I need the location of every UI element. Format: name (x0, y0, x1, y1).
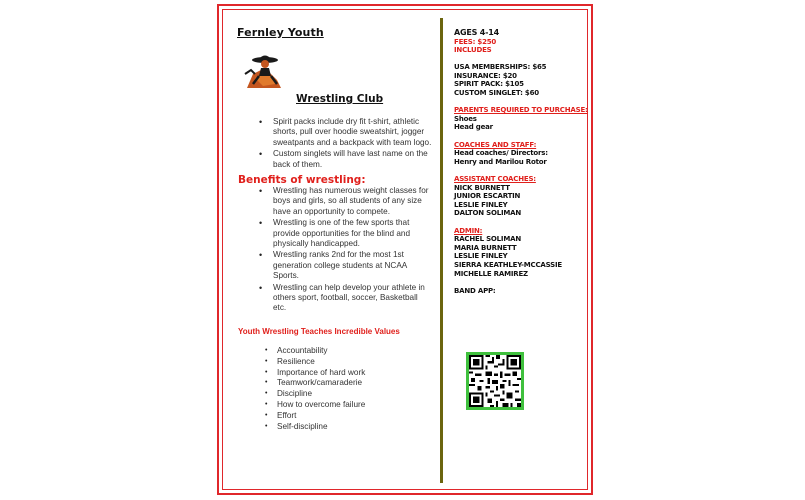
list-item: Head gear (454, 123, 493, 132)
list-item: • Wrestling has numerous weight classes for boys and girls, so all students of any size have an opportunity to compete. (251, 186, 433, 217)
spirit-pack-list (251, 117, 433, 171)
list-item: MARIA BURNETT (454, 243, 517, 252)
list-item: • Resilience (262, 357, 422, 368)
list-item: • Effort (262, 411, 422, 422)
head-coaches-names: Henry and Marilou Rotor (454, 157, 547, 166)
list-item: NICK BURNETT (454, 183, 510, 192)
band-app-label: BAND APP: (454, 286, 496, 295)
list-item: MICHELLE RAMIREZ (454, 269, 528, 278)
list-item: • Wrestling is one of the few sports that provide opportunities for the blind and physically handicapped. (251, 218, 433, 249)
list-item: • Custom singlets will have last name on the back of them. (251, 149, 433, 170)
parents-heading: PARENTS REQUIRED TO PURCHASE: (454, 106, 588, 115)
admin-heading: ADMIN: (454, 226, 483, 235)
list-item: JUNIOR ESCARTIN (454, 192, 521, 201)
values-list (262, 346, 422, 432)
list-item: DALTON SOLIMAN (454, 209, 522, 218)
list-item: • Spirit packs include dry fit t-shirt, athletic shorts, pull over hoodie sweatshirt, jogger sweatpants and a backpack with team logo. (251, 117, 433, 148)
spirit-pack-row: SPIRIT PACK: $105 (454, 80, 524, 89)
list-item: RACHEL SOLIMAN (454, 235, 521, 244)
assistant-coaches-heading: ASSISTANT COACHES: (454, 175, 536, 183)
qr-code-icon (469, 355, 521, 407)
usa-membership-row: USA MEMBERSHIPS: $65 (454, 63, 547, 72)
custom-singlet-row: CUSTOM SINGLET: $60 (454, 89, 539, 98)
fees-includes-label: INCLUDES (454, 46, 492, 55)
list-item: • Wrestling ranks 2nd for the most 1st generation college students at NCAA Sports. (251, 250, 433, 281)
list-item: • How to overcome failure (262, 400, 422, 411)
list-item: • Wrestling can help develop your athlete in others sport, football, soccer, Basketball etc. (251, 283, 433, 314)
list-item: LESLIE FINLEY (454, 200, 508, 209)
benefits-heading: Benefits of wrestling: (238, 174, 366, 186)
club-name-title: Fernley Youth (237, 26, 324, 39)
fees-label: FEES: $250 (454, 37, 497, 46)
values-heading: Youth Wrestling Teaches Incredible Values (238, 327, 400, 336)
info-column (454, 28, 588, 295)
list-item: • Teamwork/camaraderie (262, 378, 422, 389)
list-item: • Self-discipline (262, 422, 422, 433)
benefits-list (251, 186, 433, 315)
list-item: • Accountability (262, 346, 422, 357)
list-item: • Importance of hard work (262, 368, 422, 379)
column-divider (440, 18, 443, 483)
list-item: Shoes (454, 114, 477, 123)
club-subtitle: Wrestling Club (296, 93, 384, 105)
head-coaches-label: Head coaches/ Directors: (454, 149, 548, 158)
insurance-row: INSURANCE: $20 (454, 71, 517, 80)
band-app-qr-code[interactable] (466, 352, 524, 410)
list-item: SIERRA KEATHLEY-MCCASSIE (454, 260, 562, 269)
list-item: • Discipline (262, 389, 422, 400)
coaches-heading: COACHES AND STAFF: (454, 140, 537, 149)
wrestler-mascot-logo-icon (241, 50, 289, 92)
list-item: LESLIE FINLEY (454, 252, 508, 261)
ages-label: AGES 4-14 (454, 28, 499, 37)
